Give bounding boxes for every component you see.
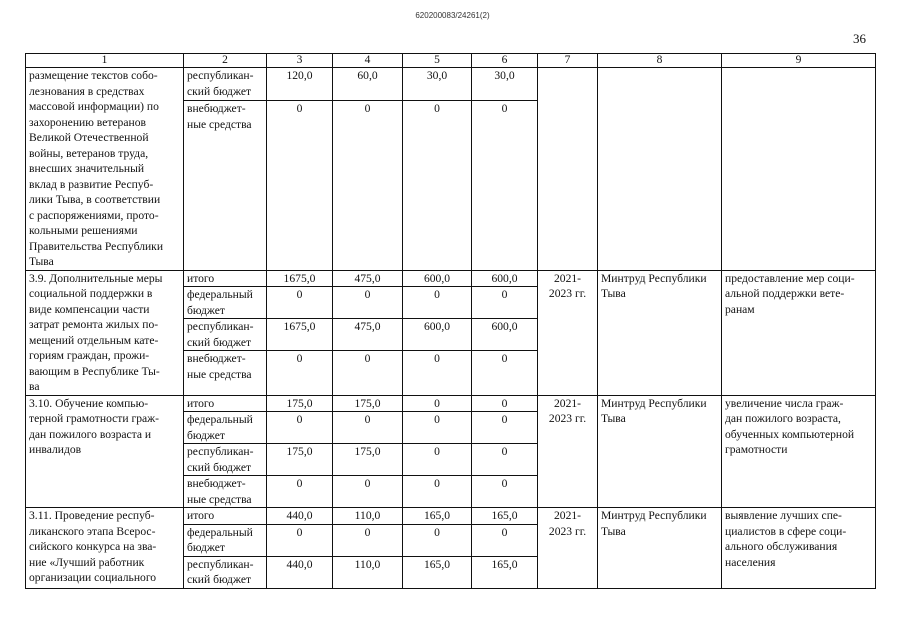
table-row: [26, 508, 876, 525]
value-2022: 0: [403, 524, 472, 556]
table-row: [26, 270, 876, 287]
funding-source: итого: [184, 395, 267, 412]
period-cell: 2021- 2023 гг.: [538, 395, 598, 508]
value-2023: 0: [472, 351, 538, 395]
value-2022: 600,0: [403, 270, 472, 287]
value-2021: 475,0: [333, 319, 403, 351]
value-2023: 0: [472, 444, 538, 476]
value-2022: 165,0: [403, 556, 472, 588]
value-2021: 175,0: [333, 444, 403, 476]
funding-source: внебюджет- ные средства: [184, 476, 267, 508]
result-cell: [722, 68, 876, 271]
value-total: 0: [267, 351, 333, 395]
value-2022: 0: [403, 351, 472, 395]
column-header: 4: [333, 54, 403, 68]
value-2022: 0: [403, 395, 472, 412]
measure-description: 3.9. Дополнительные меры социальной поддержки в виде компенсации части затрат ремонта жилых по- мещений отдельным кате- гориям граждан, прожи- вающим в Республике Ты- ва: [26, 270, 184, 395]
funding-source: республикан- ский бюджет: [184, 68, 267, 101]
funding-source: республикан- ский бюджет: [184, 319, 267, 351]
value-total: 120,0: [267, 68, 333, 101]
funding-source: республикан- ский бюджет: [184, 444, 267, 476]
value-2021: 0: [333, 287, 403, 319]
value-2021: 110,0: [333, 556, 403, 588]
value-2023: 0: [472, 476, 538, 508]
value-total: 0: [267, 476, 333, 508]
value-2021: 60,0: [333, 68, 403, 101]
executor-cell: [598, 68, 722, 271]
value-total: 0: [267, 101, 333, 270]
measure-description: размещение текстов собо- лезнования в средствах массовой информации) по захоронению ветеранов Великой Отечественной войны, ветеранов труда, внесших значительный вклад в развитие Респуб- лики Тыва, в соответствии с распоряжениями, прото- кольными решениями Правительства Республики Тыва: [26, 68, 184, 271]
value-total: 1675,0: [267, 319, 333, 351]
value-2021: 0: [333, 524, 403, 556]
value-total: 0: [267, 412, 333, 444]
value-2022: 0: [403, 476, 472, 508]
result-cell: предоставление мер соци- альной поддержки вете- ранам: [722, 270, 876, 395]
column-header: 7: [538, 54, 598, 68]
value-2023: 0: [472, 395, 538, 412]
document-id: 620200083/24261(2): [415, 11, 490, 20]
result-cell: увеличение числа граж- дан пожилого возраста, обученных компьютерной грамотности: [722, 395, 876, 508]
value-2021: 0: [333, 101, 403, 270]
measure-description: 3.11. Проведение респуб- ликанского этапа Всерос- сийского конкурса на зва- ние «Лучший работник организации социального: [26, 508, 184, 589]
value-2023: 165,0: [472, 508, 538, 525]
value-total: 0: [267, 287, 333, 319]
column-header: 2: [184, 54, 267, 68]
value-2022: 0: [403, 101, 472, 270]
value-2021: 110,0: [333, 508, 403, 525]
value-total: 175,0: [267, 444, 333, 476]
value-total: 440,0: [267, 556, 333, 588]
value-total: 0: [267, 524, 333, 556]
funding-source: итого: [184, 270, 267, 287]
value-2023: 0: [472, 287, 538, 319]
value-2022: 600,0: [403, 319, 472, 351]
column-header: 1: [26, 54, 184, 68]
period-cell: 2021- 2023 гг.: [538, 508, 598, 589]
result-cell: выявление лучших спе- циалистов в сфере соци- ального обслуживания населения: [722, 508, 876, 589]
executor-cell: Минтруд Республики Тыва: [598, 395, 722, 508]
funding-source: федеральный бюджет: [184, 412, 267, 444]
period-cell: 2021- 2023 гг.: [538, 270, 598, 395]
funding-source: федеральный бюджет: [184, 287, 267, 319]
value-2021: 0: [333, 412, 403, 444]
column-header: 9: [722, 54, 876, 68]
column-header: 6: [472, 54, 538, 68]
funding-source: федеральный бюджет: [184, 524, 267, 556]
page-number: 36: [853, 31, 866, 46]
value-2023: 30,0: [472, 68, 538, 101]
value-2023: 600,0: [472, 319, 538, 351]
funding-source: итого: [184, 508, 267, 525]
column-header: 3: [267, 54, 333, 68]
value-2021: 0: [333, 476, 403, 508]
period-cell: [538, 68, 598, 271]
value-2023: 165,0: [472, 556, 538, 588]
value-2021: 175,0: [333, 395, 403, 412]
column-header: 8: [598, 54, 722, 68]
value-2022: 30,0: [403, 68, 472, 101]
table-row: [26, 395, 876, 412]
table-row: [26, 68, 876, 101]
value-2023: 0: [472, 524, 538, 556]
program-measures-table: [25, 53, 876, 589]
funding-source: внебюджет- ные средства: [184, 351, 267, 395]
value-2021: 475,0: [333, 270, 403, 287]
value-total: 440,0: [267, 508, 333, 525]
column-header-row: [26, 54, 876, 68]
executor-cell: Минтруд Республики Тыва: [598, 270, 722, 395]
value-2021: 0: [333, 351, 403, 395]
value-2022: 165,0: [403, 508, 472, 525]
funding-source: внебюджет- ные средства: [184, 101, 267, 270]
value-2023: 0: [472, 412, 538, 444]
value-2022: 0: [403, 287, 472, 319]
funding-source: республикан- ский бюджет: [184, 556, 267, 588]
value-2022: 0: [403, 412, 472, 444]
measure-description: 3.10. Обучение компью- терной грамотности граж- дан пожилого возраста и инвалидов: [26, 395, 184, 508]
value-2023: 600,0: [472, 270, 538, 287]
value-2022: 0: [403, 444, 472, 476]
column-header: 5: [403, 54, 472, 68]
value-2023: 0: [472, 101, 538, 270]
value-total: 1675,0: [267, 270, 333, 287]
executor-cell: Минтруд Республики Тыва: [598, 508, 722, 589]
value-total: 175,0: [267, 395, 333, 412]
